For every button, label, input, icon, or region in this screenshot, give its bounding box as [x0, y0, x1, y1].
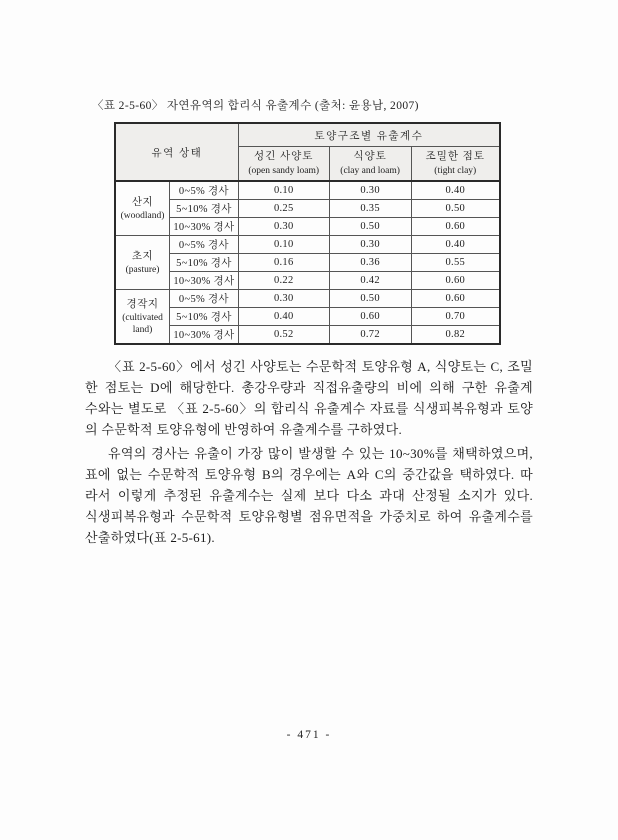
page-number: - 471 - — [286, 729, 332, 741]
body-text — [85, 356, 533, 548]
coefficient-value-cell: 0.52 — [238, 326, 329, 345]
coefficient-value-cell: 0.30 — [238, 218, 329, 236]
soil-type-header: 조밀한 점토 (tight clay) — [411, 147, 500, 182]
header-soil-structure: 토양구조별 유출계수 — [238, 123, 500, 147]
slope-cell: 5~10% 경사 — [170, 254, 239, 272]
table-row — [115, 218, 500, 236]
slope-cell: 5~10% 경사 — [170, 308, 239, 326]
coefficient-value-cell: 0.70 — [411, 308, 500, 326]
coefficient-value-cell: 0.10 — [238, 236, 329, 254]
coefficient-value-cell: 0.60 — [411, 290, 500, 308]
slope-cell: 10~30% 경사 — [170, 272, 239, 290]
slope-cell: 0~5% 경사 — [170, 181, 239, 200]
text-line: 표에 없는 수문학적 토양유형 B의 경우에는 A와 C의 중간값을 택하였다. 따 — [85, 467, 533, 482]
coefficient-value-cell: 0.16 — [238, 254, 329, 272]
text-line: 유역의 경사는 유출이 가장 많이 발생할 수 있는 10~30%를 채택하였으며, — [108, 446, 533, 461]
paragraph — [85, 443, 533, 548]
land-type-cell: 산지 (woodland) — [115, 181, 170, 236]
table-row — [115, 200, 500, 218]
runoff-coefficient-table — [114, 122, 501, 345]
coefficient-value-cell: 0.22 — [238, 272, 329, 290]
slope-cell: 5~10% 경사 — [170, 200, 239, 218]
coefficient-value-cell: 0.40 — [238, 308, 329, 326]
coefficient-value-cell: 0.36 — [329, 254, 411, 272]
coefficient-value-cell: 0.50 — [329, 218, 411, 236]
slope-cell: 0~5% 경사 — [170, 236, 239, 254]
text-line: 식생피복유형과 수문학적 토양유형별 점유면적을 가중치로 하여 유출계수를 — [85, 509, 533, 524]
table-row — [115, 181, 500, 200]
table-row — [115, 326, 500, 345]
text-line: 〈표 2-5-60〉에서 성긴 사양토는 수문학적 토양유형 A, 식양토는 C, 조밀 — [108, 359, 533, 374]
table-row — [115, 290, 500, 308]
slope-cell: 10~30% 경사 — [170, 326, 239, 345]
coefficient-value-cell: 0.42 — [329, 272, 411, 290]
table-row — [115, 308, 500, 326]
header-row-top — [115, 123, 500, 147]
coefficient-value-cell: 0.50 — [329, 290, 411, 308]
table-body — [115, 181, 500, 344]
slope-cell: 0~5% 경사 — [170, 290, 239, 308]
coefficient-value-cell: 0.30 — [329, 236, 411, 254]
coefficient-value-cell: 0.60 — [411, 272, 500, 290]
coefficient-value-cell: 0.40 — [411, 236, 500, 254]
table-header — [115, 123, 500, 181]
table-row — [115, 254, 500, 272]
slope-cell: 10~30% 경사 — [170, 218, 239, 236]
header-basin-state: 유역 상태 — [115, 123, 238, 181]
text-line: 한 점토는 D에 해당한다. 총강우량과 직접유출량의 비에 의해 구한 유출계 — [85, 380, 533, 395]
land-type-cell: 초지 (pasture) — [115, 236, 170, 290]
coefficient-value-cell: 0.10 — [238, 181, 329, 200]
text-line: 라서 이렇게 추정된 유출계수는 실제 보다 다소 과대 산정될 소지가 있다. — [85, 488, 533, 503]
text-line: 의 수문학적 토양유형에 반영하여 유출계수를 구하였다. — [85, 422, 403, 437]
table-row — [115, 236, 500, 254]
paragraph — [85, 356, 533, 440]
text-line: 수와는 별도로 〈표 2-5-60〉의 합리식 유출계수 자료를 식생피복유형과 토양 — [85, 401, 533, 416]
coefficient-value-cell: 0.40 — [411, 181, 500, 200]
coefficient-value-cell: 0.60 — [411, 218, 500, 236]
coefficient-value-cell: 0.72 — [329, 326, 411, 345]
land-type-cell: 경작지 (cultivated land) — [115, 290, 170, 345]
coefficient-value-cell: 0.25 — [238, 200, 329, 218]
table-caption: 〈표 2-5-60〉 자연유역의 합리식 유출계수 (출처: 윤용남, 2007) — [92, 100, 419, 112]
coefficient-value-cell: 0.60 — [329, 308, 411, 326]
coefficient-value-cell: 0.30 — [329, 181, 411, 200]
coefficient-value-cell: 0.55 — [411, 254, 500, 272]
text-line: 산출하였다(표 2-5-61). — [85, 530, 215, 545]
table-row — [115, 272, 500, 290]
coefficient-value-cell: 0.50 — [411, 200, 500, 218]
soil-type-header: 식양토 (clay and loam) — [329, 147, 411, 182]
soil-type-header: 성긴 사양토 (open sandy loam) — [238, 147, 329, 182]
coefficient-value-cell: 0.82 — [411, 326, 500, 345]
coefficient-value-cell: 0.30 — [238, 290, 329, 308]
coefficient-value-cell: 0.35 — [329, 200, 411, 218]
